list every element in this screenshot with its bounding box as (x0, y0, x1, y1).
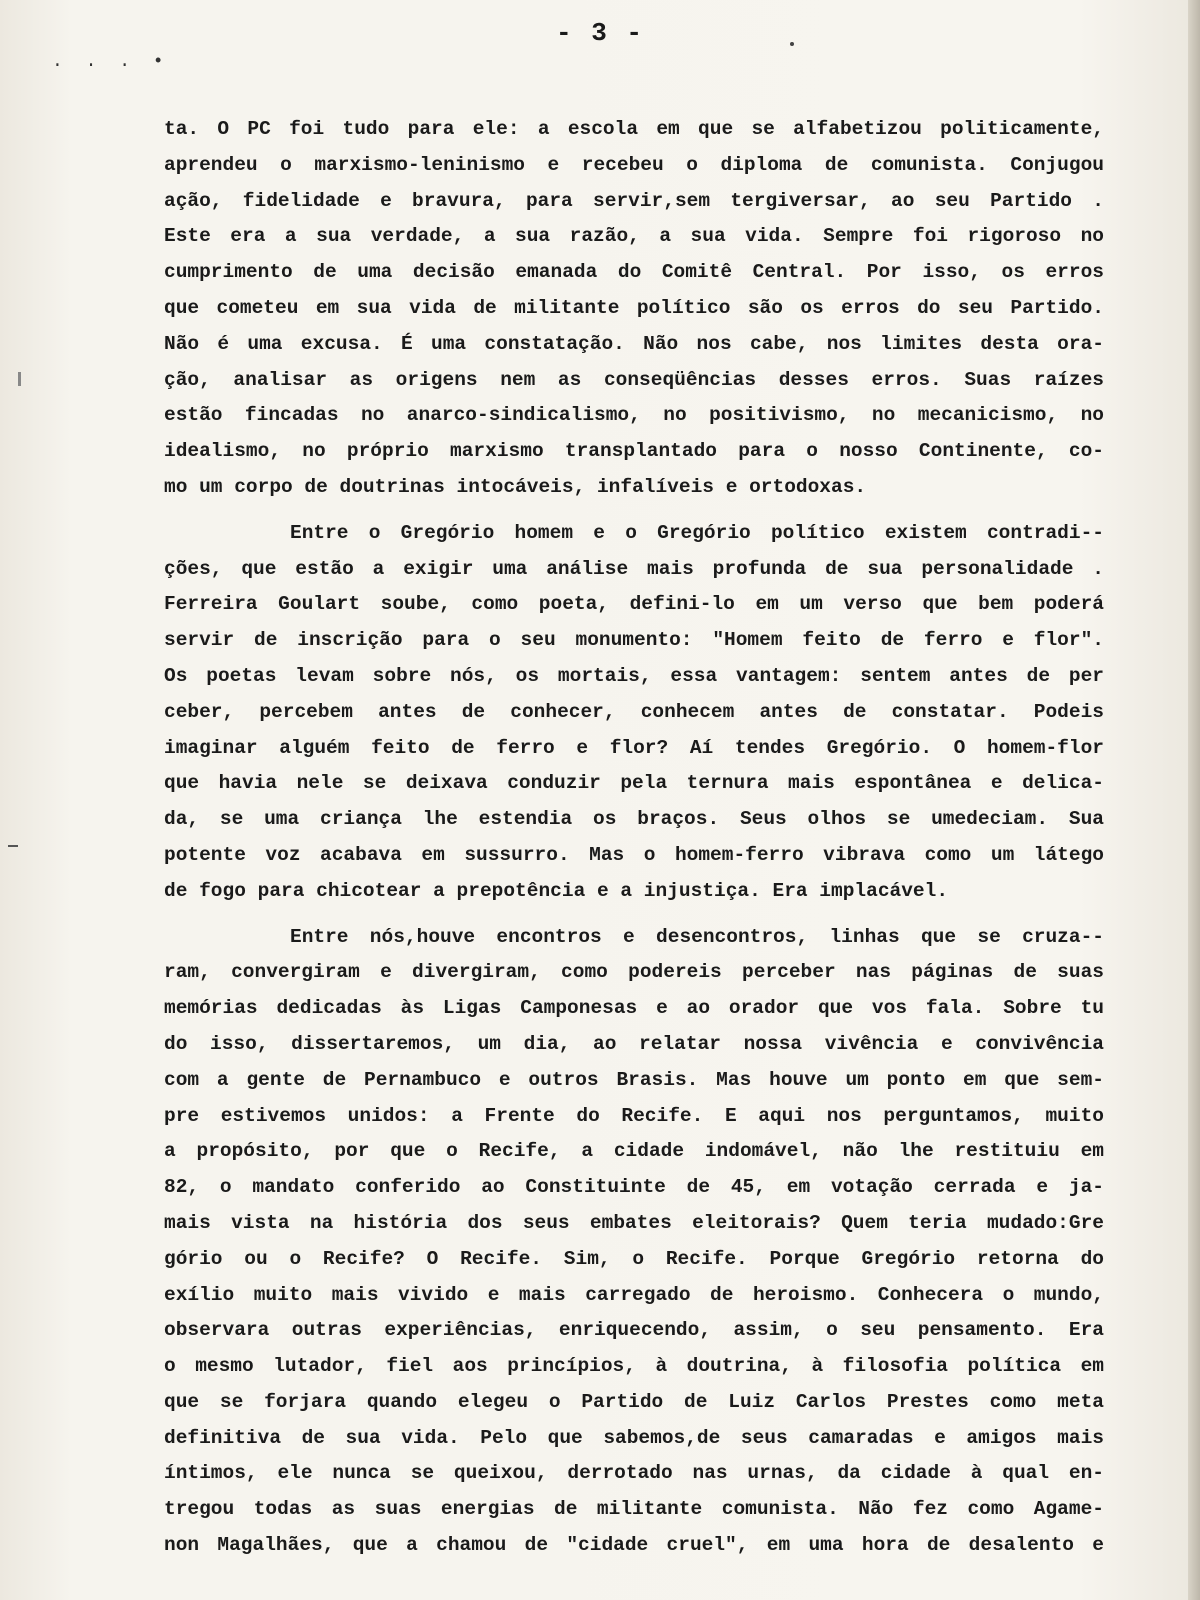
text-line: definitiva de sua vida. Pelo que sabemos,de seus camaradas e amigos mais (164, 1426, 1104, 1449)
text-line: pre estivemos unidos: a Frente do Recife. E aqui nos perguntamos, muito (164, 1104, 1104, 1127)
text-line: gório ou o Recife? O Recife. Sim, o Recife. Porque Gregório retorna do (164, 1247, 1104, 1270)
text-line: idealismo, no próprio marxismo transplantado para o nosso Continente, co- (164, 440, 1104, 463)
text-line: que havia nele se deixava conduzir pela ternura mais espontânea e delica- (164, 772, 1104, 795)
paragraph-1 (164, 112, 1104, 506)
typed-body-text (164, 112, 1104, 1564)
text-line: a propósito, por que o Recife, a cidade indomável, não lhe restituiu em (164, 1140, 1104, 1163)
text-line: non Magalhães, que a chamou de "cidade cruel", em uma hora de desalento e (164, 1534, 1104, 1557)
text-line: íntimos, ele nunca se queixou, derrotado nas urnas, da cidade à qual en- (164, 1462, 1104, 1485)
text-line: Ferreira Goulart soube, como poeta, defini-lo em um verso que bem poderá (164, 593, 1104, 616)
text-line: ação, fidelidade e bravura, para servir,sem tergiversar, ao seu Partido . (164, 189, 1104, 212)
text-line: tregou todas as suas energias de militante comunista. Não fez como Agame- (164, 1498, 1104, 1521)
text-line: Entre nós,houve encontros e desencontros, linhas que se cruza-- (290, 925, 1104, 948)
text-line: mo um corpo de doutrinas intocáveis, infalíveis e ortodoxas. (164, 475, 867, 498)
text-line: aprendeu o marxismo-leninismo e recebeu o diploma de comunista. Conjugou (164, 153, 1104, 176)
text-line: com a gente de Pernambuco e outros Brasis. Mas houve um ponto em que sem- (164, 1068, 1104, 1091)
text-line: Não é uma excusa. É uma constatação. Não nos cabe, nos limites desta ora- (164, 332, 1104, 355)
text-line: de fogo para chicotear a prepotência e a injustiça. Era implacável. (164, 879, 949, 902)
text-line: ceber, percebem antes de conhecer, conhecem antes de constatar. Podeis (164, 700, 1104, 723)
text-line: potente voz acabava em sussurro. Mas o homem-ferro vibrava como um látego (164, 843, 1104, 866)
paper-fold-edge (1188, 0, 1200, 1600)
text-line: que cometeu em sua vida de militante político são os erros do seu Partido. (164, 296, 1104, 319)
text-line: 82, o mandato conferido ao Constituinte de 45, em votação cerrada e ja- (164, 1176, 1104, 1199)
ink-speck (8, 845, 18, 847)
text-line: cumprimento de uma decisão emanada do Comitê Central. Por isso, os erros (164, 261, 1104, 284)
ink-speck (18, 372, 21, 386)
text-line: imaginar alguém feito de ferro e flor? Aí tendes Gregório. O homem-flor (164, 736, 1104, 759)
paragraph-3 (164, 920, 1104, 1564)
text-line: que se forjara quando elegeu o Partido de Luiz Carlos Prestes como meta (164, 1390, 1104, 1413)
text-line: Entre o Gregório homem e o Gregório político existem contradi-- (290, 521, 1104, 544)
text-line: estão fincadas no anarco-sindicalismo, no positivismo, no mecanicismo, no (164, 404, 1104, 427)
text-line: servir de inscrição para o seu monumento: "Homem feito de ferro e flor". (164, 629, 1104, 652)
margin-specks: . . . • (52, 52, 170, 72)
text-line: Este era a sua verdade, a sua razão, a sua vida. Sempre foi rigoroso no (164, 225, 1104, 248)
text-line: mais vista na história dos seus embates eleitorais? Quem teria mudado:Gre (164, 1211, 1104, 1234)
text-line: ta. O PC foi tudo para ele: a escola em que se alfabetizou politicamente, (164, 118, 1104, 140)
text-line: da, se uma criança lhe estendia os braços. Seus olhos se umedeciam. Sua (164, 808, 1104, 831)
text-line: memórias dedicadas às Ligas Camponesas e ao orador que vos fala. Sobre tu (164, 997, 1104, 1020)
paragraph-2 (164, 516, 1104, 910)
page-number: - 3 - (555, 18, 644, 48)
text-line: Os poetas levam sobre nós, os mortais, essa vantagem: sentem antes de per (164, 664, 1104, 687)
text-line: o mesmo lutador, fiel aos princípios, à doutrina, à filosofia política em (164, 1355, 1104, 1378)
text-line: ção, analisar as origens nem as conseqüências desses erros. Suas raízes (164, 368, 1104, 391)
text-line: do isso, dissertaremos, um dia, ao relatar nossa vivência e convivência (164, 1032, 1104, 1055)
text-line: ram, convergiram e divergiram, como podereis perceber nas páginas de suas (164, 961, 1104, 984)
text-line: exílio muito mais vivido e mais carregado de heroismo. Conhecera o mundo, (164, 1283, 1104, 1306)
text-line: observara outras experiências, enriquecendo, assim, o seu pensamento. Era (164, 1319, 1104, 1342)
text-line: ções, que estão a exigir uma análise mais profunda de sua personalidade . (164, 557, 1104, 580)
